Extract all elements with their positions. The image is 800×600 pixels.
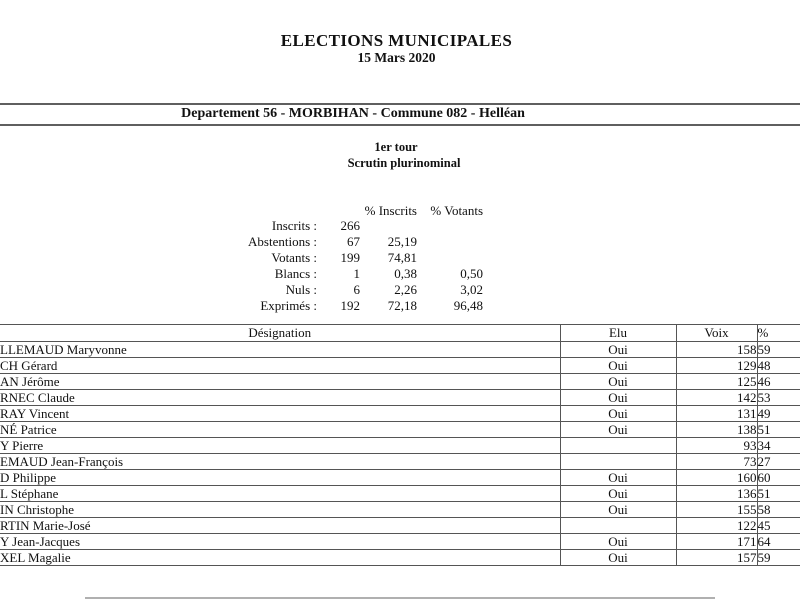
votes-count: 93 (676, 438, 757, 454)
summary-spacer (317, 203, 360, 218)
summary-count: 6 (353, 282, 360, 297)
candidate-name: RAY Vincent (0, 406, 560, 422)
votes-count: 158 (676, 342, 757, 358)
votes-pct: 51 (757, 422, 800, 438)
table-row (0, 406, 800, 422)
candidate-name: RTIN Marie-José (0, 518, 560, 534)
summary-pct-votants (417, 250, 483, 266)
candidate-name: L Stéphane (0, 486, 560, 502)
votes-pct: 60 (757, 470, 800, 486)
elected-flag: Oui (560, 406, 676, 422)
document-date: 15 Mars 2020 (357, 50, 436, 65)
votes-pct: 58 (757, 502, 800, 518)
votes-pct: 34 (757, 438, 800, 454)
column-header-voix: Voix (676, 325, 757, 342)
summary-label: Nuls : (285, 282, 317, 297)
votes-pct: 45 (757, 518, 800, 534)
votes-pct: 51 (757, 486, 800, 502)
votes-count: 160 (676, 470, 757, 486)
summary-pct-inscrits: 25,19 (387, 234, 417, 249)
elected-flag: Oui (560, 534, 676, 550)
table-row (0, 374, 800, 390)
votes-pct: 64 (757, 534, 800, 550)
table-row (0, 550, 800, 566)
summary-pct-inscrits: 2,26 (394, 282, 417, 297)
summary-count: 1 (353, 266, 360, 281)
candidate-results-table (0, 324, 800, 566)
next-page-edge (85, 597, 715, 599)
candidate-name: XEL Magalie (0, 550, 560, 566)
summary-pct-inscrits: 0,38 (394, 266, 417, 281)
votes-count: 157 (676, 550, 757, 566)
summary-header-pct-inscrits: % Inscrits (364, 203, 417, 218)
round-label: 1er tour (374, 140, 418, 154)
candidate-name: IN Christophe (0, 502, 560, 518)
summary-spacer (180, 203, 317, 218)
summary-pct-inscrits (360, 218, 417, 234)
column-header-elu: Elu (560, 325, 676, 342)
candidate-name: Y Pierre (0, 438, 560, 454)
table-row (0, 358, 800, 374)
table-row (0, 454, 800, 470)
summary-label: Votants : (271, 250, 317, 265)
column-header-pct: % (757, 325, 800, 342)
summary-header-pct-votants: % Votants (430, 203, 483, 218)
votes-count: 155 (676, 502, 757, 518)
candidate-name: CH Gérard (0, 358, 560, 374)
table-row (0, 438, 800, 454)
summary-count: 199 (340, 250, 360, 265)
votes-count: 122 (676, 518, 757, 534)
summary-pct-votants: 96,48 (453, 298, 483, 313)
document-title: ELECTIONS MUNICIPALES (280, 31, 513, 50)
table-row (0, 342, 800, 358)
table-row (0, 518, 800, 534)
elected-flag (560, 518, 676, 534)
summary-label: Inscrits : (271, 218, 317, 233)
votes-count: 136 (676, 486, 757, 502)
ballot-type-label: Scrutin plurinominal (347, 156, 461, 170)
votes-pct: 27 (757, 454, 800, 470)
summary-pct-inscrits: 72,18 (387, 298, 417, 313)
elected-flag (560, 438, 676, 454)
table-row (0, 502, 800, 518)
summary-pct-votants: 3,02 (460, 282, 483, 297)
summary-pct-votants: 0,50 (460, 266, 483, 281)
votes-count: 125 (676, 374, 757, 390)
candidate-name: EMAUD Jean-François (0, 454, 560, 470)
candidate-name: Y Jean-Jacques (0, 534, 560, 550)
votes-count: 142 (676, 390, 757, 406)
department-banner: Departement 56 - MORBIHAN - Commune 082 - Helléan (181, 106, 525, 121)
elected-flag (560, 454, 676, 470)
candidate-name: AN Jérôme (0, 374, 560, 390)
table-row (0, 422, 800, 438)
candidate-name: D Philippe (0, 470, 560, 486)
summary-pct-inscrits: 74,81 (387, 250, 417, 265)
table-header-row (0, 325, 800, 342)
votes-pct: 59 (757, 342, 800, 358)
votes-count: 131 (676, 406, 757, 422)
elected-flag: Oui (560, 422, 676, 438)
column-header-designation: Désignation (0, 325, 560, 342)
elected-flag: Oui (560, 486, 676, 502)
elected-flag: Oui (560, 374, 676, 390)
summary-count: 266 (340, 218, 360, 233)
summary-pct-votants (417, 218, 483, 234)
summary-label: Blancs : (274, 266, 317, 281)
votes-pct: 59 (757, 550, 800, 566)
summary-count: 67 (347, 234, 360, 249)
summary-label: Abstentions : (248, 234, 317, 249)
table-row (0, 534, 800, 550)
votes-count: 129 (676, 358, 757, 374)
summary-count: 192 (340, 298, 360, 313)
candidate-name: RNEC Claude (0, 390, 560, 406)
candidate-name: NÉ Patrice (0, 422, 560, 438)
votes-pct: 46 (757, 374, 800, 390)
banner-bottom-rule (0, 124, 800, 126)
votes-pct: 48 (757, 358, 800, 374)
elected-flag: Oui (560, 390, 676, 406)
votes-count: 138 (676, 422, 757, 438)
elected-flag: Oui (560, 342, 676, 358)
elected-flag: Oui (560, 502, 676, 518)
votes-pct: 53 (757, 390, 800, 406)
summary-label: Exprimés : (260, 298, 317, 313)
elected-flag: Oui (560, 470, 676, 486)
votes-count: 171 (676, 534, 757, 550)
candidate-name: LLEMAUD Maryvonne (0, 342, 560, 358)
elected-flag: Oui (560, 358, 676, 374)
votes-count: 73 (676, 454, 757, 470)
votes-pct: 49 (757, 406, 800, 422)
summary-pct-votants (417, 234, 483, 250)
elected-flag: Oui (560, 550, 676, 566)
table-row (0, 486, 800, 502)
turnout-summary (180, 203, 483, 314)
table-row (0, 390, 800, 406)
table-row (0, 470, 800, 486)
